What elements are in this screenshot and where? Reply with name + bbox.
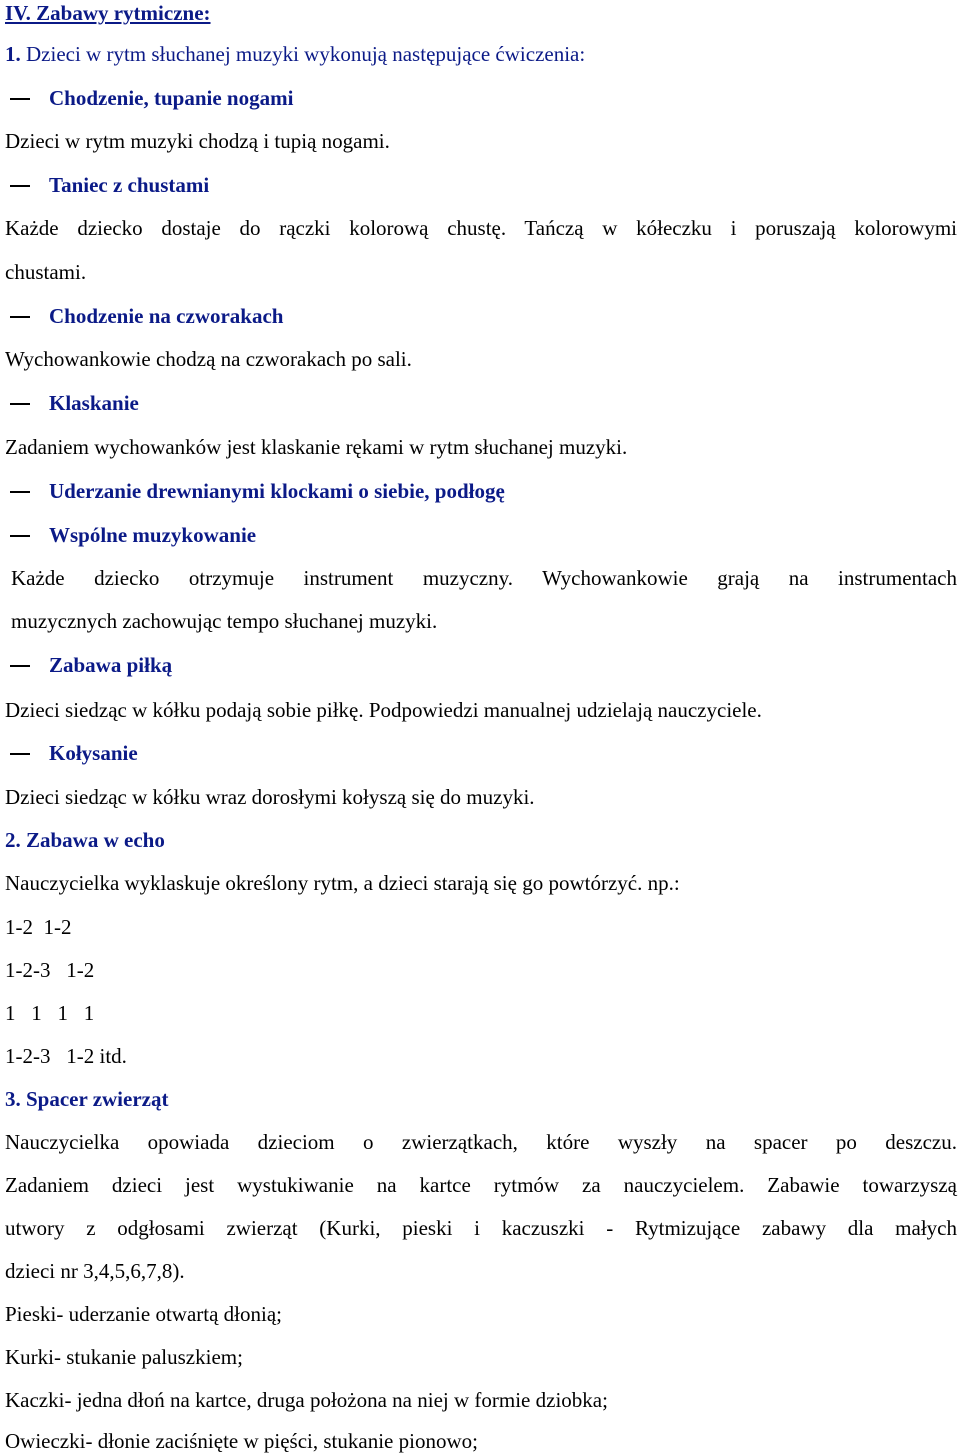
- paragraph-line: dzieci nr 3,4,5,6,7,8).: [5, 1259, 185, 1283]
- dash-bullet: [10, 185, 30, 187]
- item-description: Każde dziecko otrzymuje instrument muzyczny. Wychowankowie grają na instrumentach: [11, 566, 957, 590]
- list-item: [10, 390, 950, 416]
- item-title: Taniec z chustami: [49, 173, 210, 197]
- dash-bullet: [10, 491, 30, 493]
- exercise-3-title: Spacer zwierząt: [20, 1087, 169, 1111]
- item-title: Wspólne muzykowanie: [49, 523, 257, 547]
- paragraph-line: utwory z odgłosami zwierząt (Kurki, pieski i kaczuszki - Rytmizujące zabawy dla małych: [5, 1216, 957, 1240]
- item-title: Zabawa piłką: [49, 653, 173, 677]
- list-item: [10, 172, 950, 198]
- list-item: [10, 652, 950, 678]
- exercise-2-number: 2.: [5, 828, 21, 852]
- exercise-1-intro: Dzieci w rytm słuchanej muzyki wykonują następujące ćwiczenia:: [20, 42, 586, 66]
- item-title: Klaskanie: [49, 391, 139, 415]
- dash-bullet: [10, 665, 30, 667]
- exercise-1-heading: [5, 41, 957, 67]
- animal-rule: Kurki- stukanie paluszkiem;: [5, 1345, 243, 1369]
- list-item: [10, 303, 950, 329]
- section-title: IV. Zabawy rytmiczne:: [5, 1, 211, 25]
- item-title: Kołysanie: [49, 741, 138, 765]
- list-item: [10, 85, 950, 111]
- paragraph-line: Nauczycielka opowiada dzieciom o zwierzątkach, które wyszły na spacer po deszczu.: [5, 1130, 957, 1154]
- dash-bullet: [10, 535, 30, 537]
- exercise-2-title: Zabawa w echo: [20, 828, 165, 852]
- animal-rule: Kaczki- jedna dłoń na kartce, druga położona na niej w formie dziobka;: [5, 1388, 608, 1412]
- list-item: [10, 522, 950, 548]
- item-description: Wychowankowie chodzą na czworakach po sali.: [5, 347, 412, 371]
- item-description: Dzieci siedząc w kółku wraz dorosłymi kołyszą się do muzyki.: [5, 785, 535, 809]
- item-description: Każde dziecko dostaje do rączki kolorową chustę. Tańczą w kółeczku i poruszają kolorowymi: [5, 216, 957, 240]
- list-item: [10, 740, 950, 766]
- exercise-3-number: 3.: [5, 1087, 21, 1111]
- paragraph-line: Zadaniem dzieci jest wystukiwanie na kartce rytmów za nauczycielem. Zabawie towarzyszą: [5, 1173, 957, 1197]
- exercise-3-heading: [5, 1086, 957, 1112]
- rhythm-pattern: 1-2-3 1-2 itd.: [5, 1044, 127, 1068]
- item-title: Chodzenie na czworakach: [49, 304, 284, 328]
- rhythm-pattern: 1-2 1-2: [5, 915, 72, 939]
- dash-bullet: [10, 316, 30, 318]
- item-description: Dzieci w rytm muzyki chodzą i tupią nogami.: [5, 129, 390, 153]
- item-description: Zadaniem wychowanków jest klaskanie rękami w rytm słuchanej muzyki.: [5, 435, 628, 459]
- item-title: Uderzanie drewnianymi klockami o siebie, podłogę: [49, 479, 505, 503]
- animal-rule: Pieski- uderzanie otwartą dłonią;: [5, 1302, 282, 1326]
- exercise-2-description: Nauczycielka wyklaskuje określony rytm, a dzieci starają się go powtórzyć. np.:: [5, 871, 680, 895]
- dash-bullet: [10, 98, 30, 100]
- item-description: Dzieci siedząc w kółku podają sobie piłkę. Podpowiedzi manualnej udzielają nauczyciele.: [5, 698, 762, 722]
- list-item: [10, 478, 950, 504]
- rhythm-pattern: 1 1 1 1: [5, 1001, 95, 1025]
- dash-bullet: [10, 403, 30, 405]
- dash-bullet: [10, 753, 30, 755]
- rhythm-pattern: 1-2-3 1-2: [5, 958, 95, 982]
- item-description: chustami.: [5, 260, 87, 284]
- animal-rule: Owieczki- dłonie zaciśnięte w pięści, stukanie pionowo;: [5, 1429, 478, 1453]
- exercise-2-heading: [5, 827, 957, 853]
- item-title: Chodzenie, tupanie nogami: [49, 86, 294, 110]
- exercise-1-number: 1.: [5, 42, 21, 66]
- item-description: muzycznych zachowując tempo słuchanej muzyki.: [11, 609, 438, 633]
